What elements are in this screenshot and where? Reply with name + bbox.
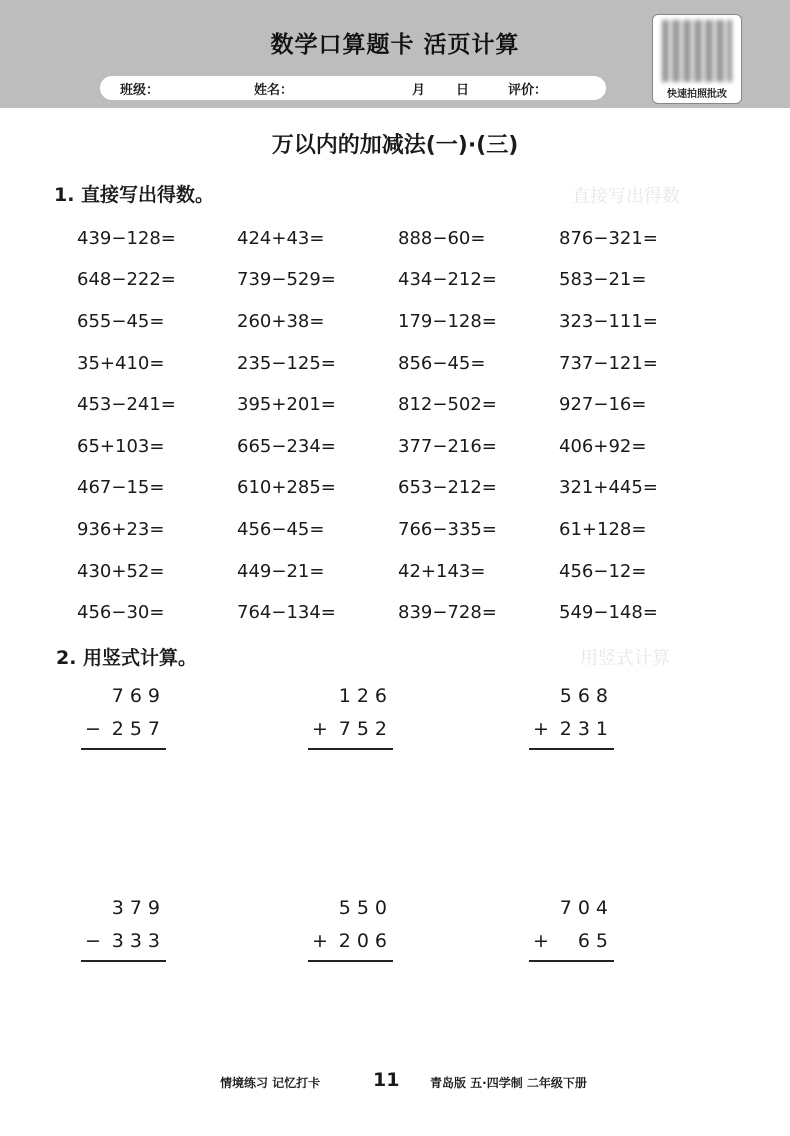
bottom-number: 65 <box>577 929 614 952</box>
operator: − <box>85 929 101 952</box>
problem: 876−321= <box>559 228 658 249</box>
section-1-title: 1. 直接写出得数。 <box>54 184 215 206</box>
day-label: 日 <box>456 83 470 98</box>
problem: 453−241= <box>77 394 176 415</box>
problem: 583−21= <box>559 269 647 290</box>
page-number: 11 <box>373 1069 400 1091</box>
footer-left: 情境练习 记忆打卡 <box>220 1076 321 1090</box>
answer-line <box>308 960 393 962</box>
problem: 406+92= <box>559 436 647 457</box>
problem: 856−45= <box>398 353 486 374</box>
problem: 61+128= <box>559 519 647 540</box>
operator: + <box>312 717 328 740</box>
top-number: 550 <box>338 896 393 919</box>
problem: 927−16= <box>559 394 647 415</box>
vertical-problem <box>529 891 614 957</box>
problem: 764−134= <box>237 602 336 623</box>
student-info-bar <box>100 76 606 100</box>
problem: 321+445= <box>559 477 658 498</box>
problem: 737−121= <box>559 353 658 374</box>
top-number: 379 <box>111 896 166 919</box>
problem: 456−12= <box>559 561 647 582</box>
answer-line <box>529 960 614 962</box>
answer-line <box>308 748 393 750</box>
operator: + <box>312 929 328 952</box>
month-label: 月 <box>412 83 426 98</box>
problem: 395+201= <box>237 394 336 415</box>
problem: 449−21= <box>237 561 325 582</box>
qr-caption: 快速拍照批改 <box>667 89 727 100</box>
vertical-problem <box>308 679 393 745</box>
top-number: 568 <box>559 684 614 707</box>
class-label: 班级： <box>120 83 160 98</box>
card-title: 数学口算题卡 活页计算 <box>270 32 520 58</box>
vertical-problem <box>81 679 166 745</box>
lesson-title: 万以内的加减法(一)·(三) <box>271 133 519 158</box>
problem: 424+43= <box>237 228 325 249</box>
problem: 377−216= <box>398 436 497 457</box>
page-header <box>0 0 790 108</box>
problem: 739−529= <box>237 269 336 290</box>
footer-right: 青岛版 五·四学制 二年级下册 <box>430 1076 587 1090</box>
problem: 648−222= <box>77 269 176 290</box>
answer-line <box>81 960 166 962</box>
problem: 888−60= <box>398 228 486 249</box>
qr-code-card[interactable] <box>652 14 742 104</box>
problem: 665−234= <box>237 436 336 457</box>
problem: 439−128= <box>77 228 176 249</box>
section-2-title: 2. 用竖式计算。 <box>56 647 198 669</box>
rating-label: 评价： <box>508 83 548 98</box>
problem: 323−111= <box>559 311 658 332</box>
bottom-number: 333 <box>111 929 166 952</box>
vertical-problem <box>81 891 166 957</box>
problem: 936+23= <box>77 519 165 540</box>
problem: 655−45= <box>77 311 165 332</box>
problem: 430+52= <box>77 561 165 582</box>
problem: 766−335= <box>398 519 497 540</box>
bottom-number: 752 <box>338 717 393 740</box>
vertical-problem <box>308 891 393 957</box>
problem: 467−15= <box>77 477 165 498</box>
operator: + <box>533 929 549 952</box>
qr-code-icon <box>662 20 732 82</box>
operator: + <box>533 717 549 740</box>
problem: 235−125= <box>237 353 336 374</box>
problem: 839−728= <box>398 602 497 623</box>
problem: 260+38= <box>237 311 325 332</box>
problem: 42+143= <box>398 561 486 582</box>
operator: − <box>85 717 101 740</box>
problem: 35+410= <box>77 353 165 374</box>
top-number: 126 <box>338 684 393 707</box>
problem: 653−212= <box>398 477 497 498</box>
problem: 65+103= <box>77 436 165 457</box>
problem: 549−148= <box>559 602 658 623</box>
name-label: 姓名： <box>254 83 294 98</box>
problem: 610+285= <box>237 477 336 498</box>
answer-line <box>529 748 614 750</box>
top-number: 704 <box>559 896 614 919</box>
vertical-problem <box>529 679 614 745</box>
problem: 179−128= <box>398 311 497 332</box>
bottom-number: 231 <box>559 717 614 740</box>
problem: 456−30= <box>77 602 165 623</box>
problem: 812−502= <box>398 394 497 415</box>
problem: 456−45= <box>237 519 325 540</box>
problem: 434−212= <box>398 269 497 290</box>
bottom-number: 257 <box>111 717 166 740</box>
answer-line <box>81 748 166 750</box>
bottom-number: 206 <box>338 929 393 952</box>
top-number: 769 <box>111 684 166 707</box>
